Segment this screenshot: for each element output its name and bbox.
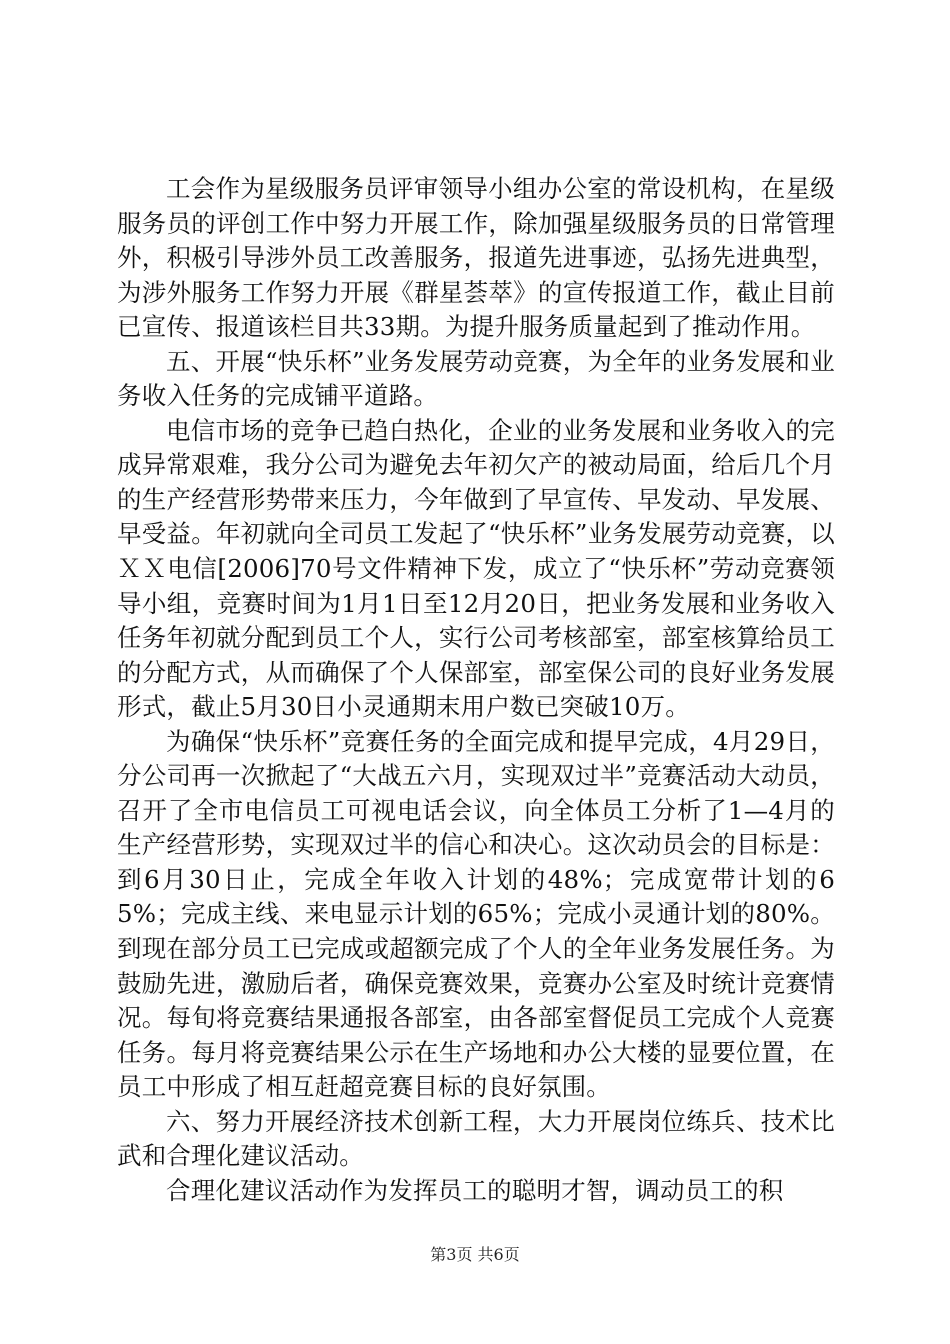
document-body [117, 172, 835, 1208]
paragraph-competition-goals: 为确保“快乐杯”竞赛任务的全面完成和提早完成，4月29日，分公司再一次掀起了“大战五六月，实现双过半”竞赛活动大动员，召开了全市电信员工可视电话会议，向全体员工分析了1—4月的生产经营形势，实现双过半的信心和决心。这次动员会的目标是：到6月30日止，完成全年收入计划的48%；完成宽带计划的65%；完成主线、来电显示计划的65%；完成小灵通计划的80%。到现在部分员工已完成或超额完成了个人的全年业务发展任务。为鼓励先进，激励后者，确保竞赛效果，竞赛办公室及时统计竞赛情况。每旬将竞赛结果通报各部室，由各部室督促员工完成个人竞赛任务。每月将竞赛结果公示在生产场地和办公大楼的显要位置，在员工中形成了相互赶超竞赛目标的良好氛围。 [117, 726, 835, 1102]
page-footer: 第3页 共6页 [430, 1245, 520, 1264]
section-heading-six: 六、努力开展经济技术创新工程，大力开展岗位练兵、技术比武和合理化建议活动。 [117, 1106, 835, 1171]
paragraph-rationalization: 合理化建议活动作为发挥员工的聪明才智，调动员工的积 [166, 1175, 784, 1205]
paragraph-telecom-market: 电信市场的竞争已趋白热化，企业的业务发展和业务收入的完成异常艰难，我分公司为避免去年初欠产的被动局面，给后几个月的生产经营形势带来压力，今年做到了早宣传、早发动、早发展、早受益。年初就向全司员工发起了“快乐杯”业务发展劳动竞赛，以ＸＸ电信[2006]70号文件精神下发，成立了“快乐杯”劳动竞赛领导小组，竞赛时间为1月1日至12月20日，把业务发展和业务收入任务年初就分配到员工个人，实行公司考核部室，部室核算给员工的分配方式，从而确保了个人保部室，部室保公司的良好业务发展形式，截止5月30日小灵通期末用户数已突破10万。 [117, 415, 835, 722]
section-heading-five: 五、开展“快乐杯”业务发展劳动竞赛，为全年的业务发展和业务收入任务的完成铺平道路。 [117, 346, 835, 411]
paragraph-star-service: 工会作为星级服务员评审领导小组办公室的常设机构，在星级服务员的评创工作中努力开展工作，除加强星级服务员的日常管理外，积极引导涉外员工改善服务，报道先进事迹，弘扬先进典型，为涉外服务工作努力开展《群星荟萃》的宣传报道工作，截止目前已宣传、报道该栏目共33期。为提升服务质量起到了推动作用。 [117, 174, 835, 342]
